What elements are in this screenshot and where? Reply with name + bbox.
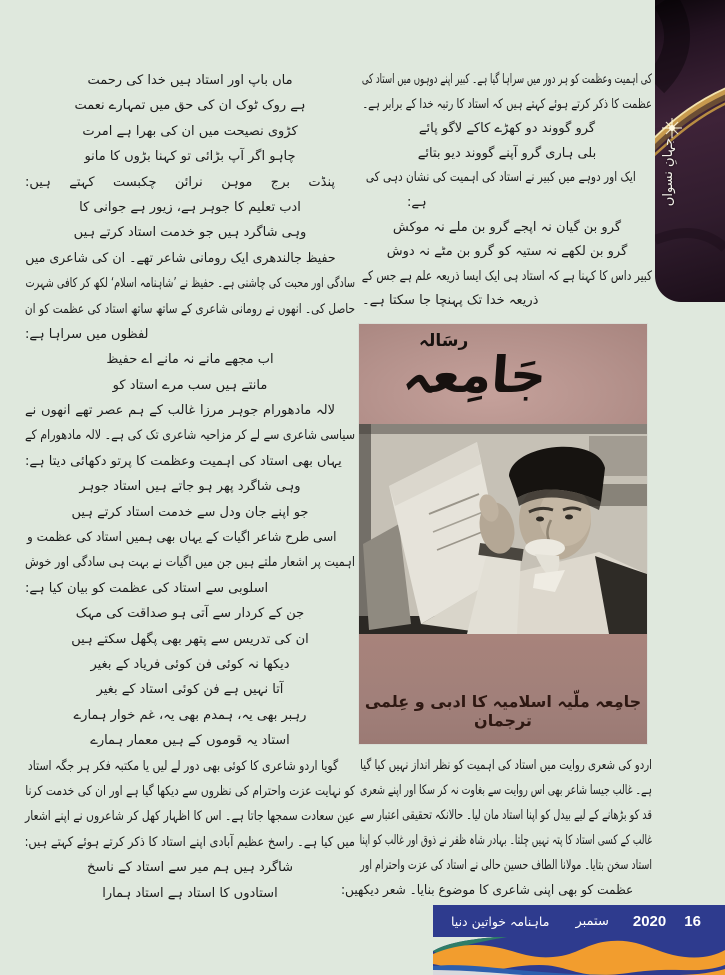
photo-illustration [359, 424, 647, 634]
cover-photo-man-with-fez-reading [359, 424, 647, 634]
text-line: اہمیت پر اشعار ملتے ہیں جن میں اگیات نے بہت ہی سادگی اور خوش [24, 555, 355, 571]
text-line: اردو کی شعری روایت میں استاد کی اہمیت کو نظر انداز نہیں کیا گیا [360, 758, 652, 773]
text-line: اسلوبی سے استاد کی عظمت کو بیان کیا ہے: [25, 580, 269, 596]
footer-bar [433, 905, 725, 937]
text-line: پنڈت برج موہن نرائن چکبست کہتے ہیں: [25, 174, 335, 190]
cover-masthead-jamia: جَامِعہ [400, 346, 549, 404]
cover-caption: جامِعہ ملّیہ اسلامیہ کا ادبی و عِلمی ترجمان [364, 692, 642, 730]
text-line: حفیظ جالندھری ایک رومانی شاعر تھے۔ ان کی شاعری میں [25, 250, 336, 266]
text-line: وہی شاگرد پھر ہو جاتے ہیں استاد جوہر [79, 479, 301, 495]
section-banner-label: جہانِ نسواں [661, 137, 676, 207]
text-line: بلی ہاری گرو آپنے گووند دیو بتائے [417, 145, 597, 161]
text-line: عظمت کو بھی اپنی شاعری کا موضوع بنایا۔ شعر دیکھیں: [340, 883, 634, 898]
text-line: عین سعادت سمجھا جاتا ہے۔ اس کا اظہار کھل کر شاعروں نے اپنے اشعار [25, 809, 356, 825]
text-line: ہے روک ٹوک ان کی حق میں تمہارے نعمت [74, 98, 306, 114]
cover-masthead-area [359, 324, 647, 424]
text-line: شاگرد ہیں ہم میر سے استاد کے ناسخ [86, 860, 294, 876]
text-line: کبیر داس کا کہنا ہے کہ استاد ہی ایک ایسا ذریعہ علم ہے جس کے [361, 268, 652, 284]
text-line: گویا اردو شاعری کا کوئی بھی دور لے لیں یا مکتبہ فکر ہر جگہ استاد [27, 758, 339, 774]
section-banner [655, 0, 725, 302]
text-line: مانتے ہیں سب مرے استاد کو [112, 377, 268, 393]
text-line: لالہ مادھورام جوہر مرزا غالب کے ہم عصر تھے انھوں نے [25, 403, 335, 419]
text-line: ہے۔ غالب جیسا شاعر بھی اس روایت سے بغاوت نہ کر سکا اور اپنے شعری [360, 783, 652, 798]
text-line: سادگی اور محبت کی چاشنی ہے۔ حفیظ نے ’شاہنامہ اسلام‘ لکھ کر کافی شہرت [25, 276, 356, 292]
text-line: ادب تعلیم کا جوہر ہے، زیور ہے جوانی کا [79, 199, 301, 215]
text-line: ایک اور دوہے میں کبیر نے استاد کی اہمیت کی نشان دہی کی [365, 170, 636, 186]
text-line: ماں باپ اور استاد ہیں خدا کی رحمت [87, 73, 293, 88]
footer-magazine-name: ماہنامہ خواتین دنیا [451, 913, 550, 929]
text-line: میں کیا ہے۔ راسخ عظیم آبادی اپنے استاد کا ذکر کرتے ہوئے کہتے ہیں: [24, 834, 355, 850]
footer-page-number: 16 [684, 912, 701, 930]
text-line: ذریعہ خدا تک پہنچا جا سکتا ہے۔ [362, 293, 539, 309]
text-line: استاد یہ قوموں کے ہیں معمار ہمارے [90, 733, 290, 749]
cover-masthead-risala: رسَالہ [419, 331, 469, 351]
text-line: جو اپنے جان ودل سے خدمت استاد کرتے ہیں [71, 504, 309, 520]
text-line: یہاں بھی استاد کی اہمیت وعظمت کا پرتو دکھائی دیتا ہے: [25, 453, 342, 469]
text-line: عظمت کا ذکر کرتے ہوئے کہتے ہیں کہ استاد کا رتبہ خدا کے برابر ہے۔ [362, 96, 652, 112]
text-line: ہے: [407, 194, 427, 210]
text-line: گرو بن لکھے نہ ستیہ کو گرو بن مٹے نہ دوش [386, 244, 628, 260]
right-text-column-bottom [340, 753, 652, 903]
footer-year: 2020 [632, 912, 667, 930]
text-line: اسی طرح شاعر اگیات کے یہاں بھی ہمیں استاد کی عظمت و [27, 530, 337, 546]
text-line: رہبر بھی یہ، ہمدم بھی یہ، غم خوار ہمارے [73, 707, 307, 723]
right-text-column-top [362, 68, 652, 314]
text-line: جن کے کردار سے آتی ہو صداقت کی مہک [75, 606, 305, 622]
text-line: حاصل کی۔ انھوں نے رومانی شاعری کے ساتھ ساتھ استاد کی عظمت کو ان [24, 301, 355, 317]
text-line: کی اہمیت وعظمت کو ہر دور میں سراہا گیا ہے۔ کبیر اپنے دوہوں میں استاد کی [361, 72, 652, 87]
text-line: ان کی تدریس سے پتھر بھی پگھل سکتے ہیں [71, 631, 309, 647]
text-line: لفظوں میں سراہا ہے: [25, 326, 149, 342]
footer-month: ستمبر [575, 913, 609, 929]
text-line: استاد سخن بتایا۔ مولانا الطاف حسین حالی نے استاد کی عزت واحترام اور [360, 858, 652, 873]
page-footer [433, 905, 725, 975]
text-line: گرو گووند دو کھڑے کاکے لاگو پائے [418, 121, 596, 137]
text-line: استادوں کا استاد ہے استاد ہمارا [102, 885, 278, 901]
text-line: وہی شاگرد ہیں جو خدمت استاد کرتے ہیں [73, 225, 307, 241]
text-line: چاہو اگر آپ بڑائی تو کہنا بڑوں کا مانو [84, 149, 296, 165]
left-text-column [25, 68, 355, 906]
text-line: سیاسی شاعری سے لے کر مزاحیہ شاعری تک کی ہے۔ لالہ مادھورام کے [24, 428, 355, 444]
text-line: آتا نہیں ہے فن کوئی استاد کے بغیر [96, 682, 284, 698]
text-line: کو نہایت عزت واحترام کی نظروں سے دیکھا گیا ہے اور ان کی خدمت کرنا [25, 783, 355, 799]
cover-caption-area [359, 634, 647, 744]
text-line: کڑوی نصیحت میں ان کی بھرا ہے امرت [82, 123, 298, 139]
footer-wave-decoration [433, 937, 725, 975]
text-line: غالب کے کسی استاد کا پتہ نہیں چلتا۔ بہادر شاہ ظفر نے ذوق اور غالب کو اپنا [359, 833, 652, 848]
text-line: دیکھا نہ کوئی فن کوئی فریاد کے بغیر [90, 656, 290, 672]
text-line: گرو بن گیان نہ اپجے گرو بن ملے نہ موکش [392, 219, 622, 235]
text-line: قد کو بڑھانے کے لیے بیدل کو اپنا استاد مان لیا۔ حالانکہ تحقیقی اعتبار سے [360, 808, 652, 823]
magazine-cover-figure [358, 323, 648, 745]
text-line: اب مجھے مانے نہ مانے اے حفیظ [106, 352, 274, 368]
